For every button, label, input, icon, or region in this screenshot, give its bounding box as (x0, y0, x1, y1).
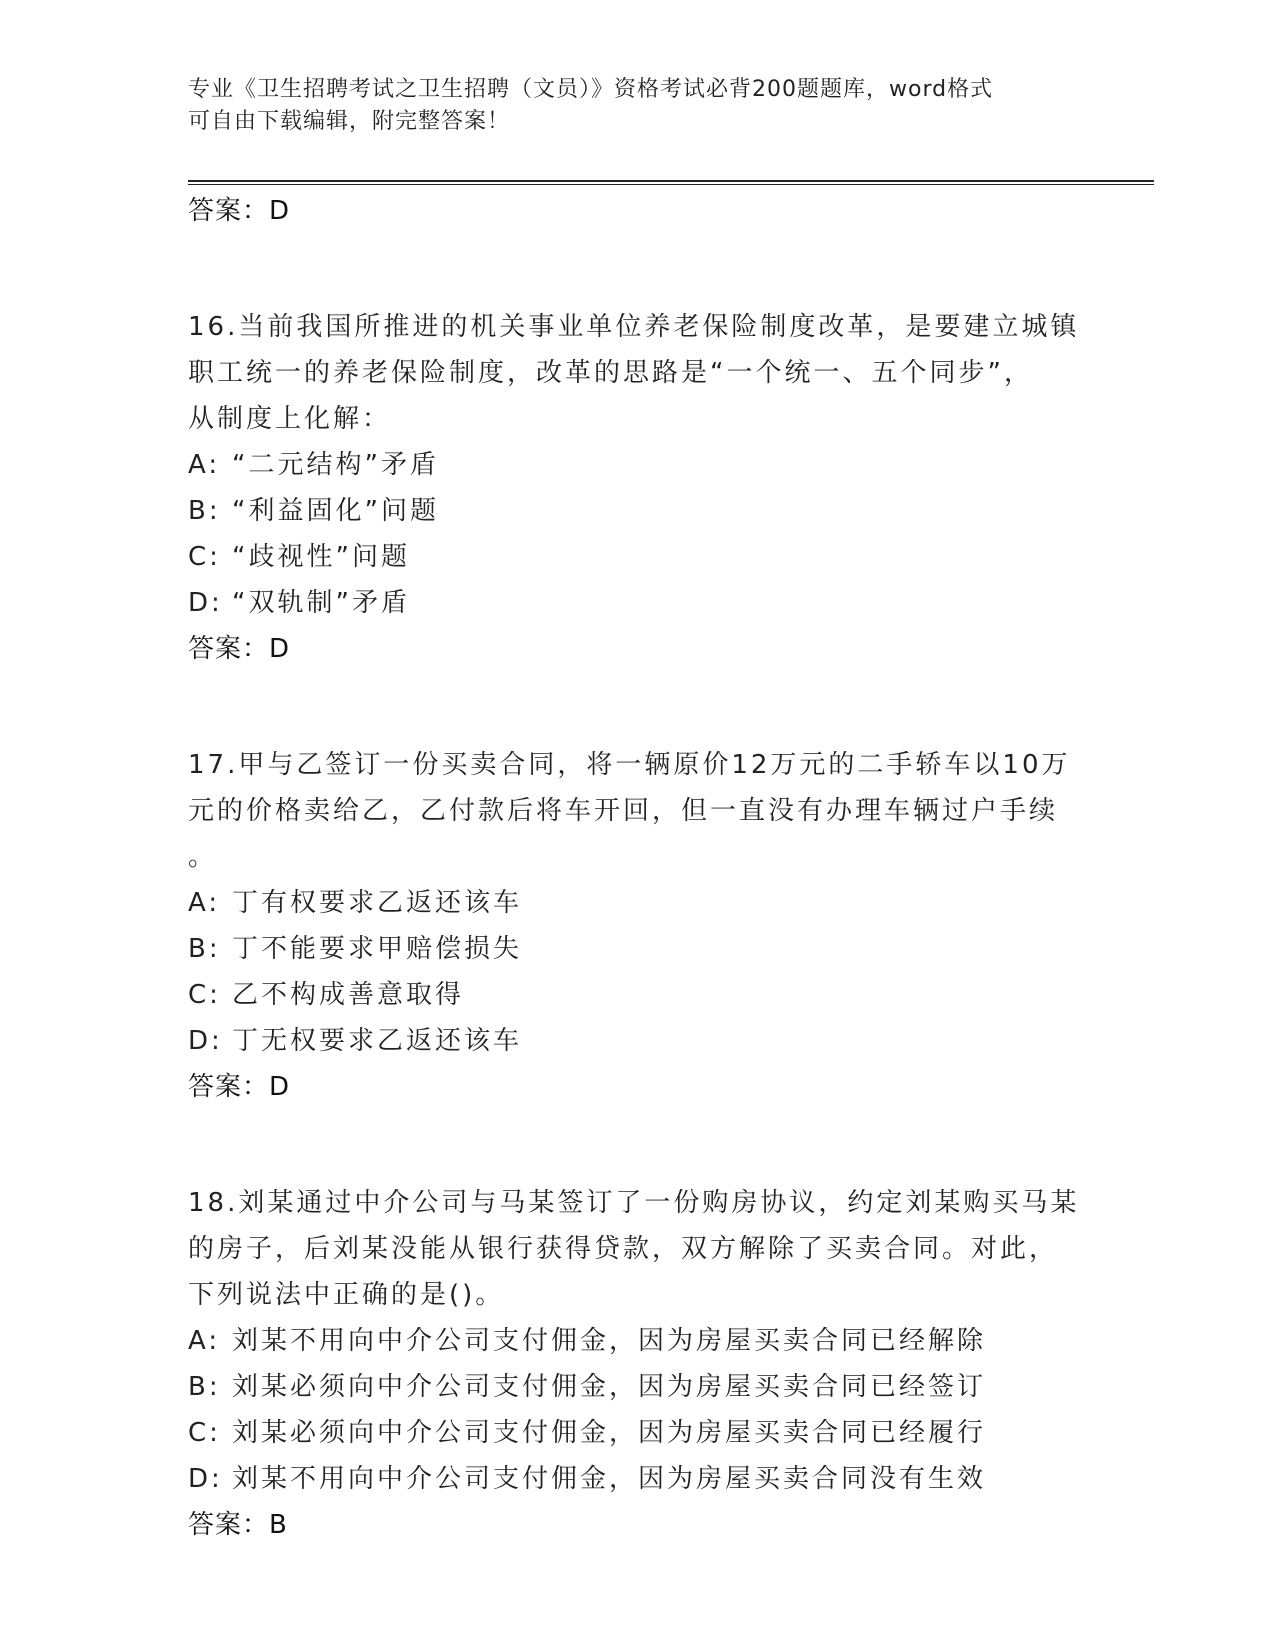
option-text: 刘某必须向中介公司支付佣金，因为房屋买卖合同已经履行 (232, 1418, 987, 1448)
question-text-line: 职工统一的养老保险制度，改革的思路是“一个统一、五个同步”， (188, 358, 1033, 388)
question-options (188, 442, 1088, 626)
header-line-1: 专业《卫生招聘考试之卫生招聘（文员）》资格考试必背200题题库，word格式 (188, 77, 994, 102)
option-d (188, 1456, 1088, 1502)
option-letter: A: (188, 450, 221, 480)
answer-value: D (269, 634, 291, 664)
question-options (188, 880, 1088, 1064)
header-divider-thin (188, 184, 1154, 185)
option-c (188, 972, 1088, 1018)
question-options (188, 1318, 1088, 1502)
answer-value: B (269, 1510, 288, 1540)
question-text-line: 的房子，后刘某没能从银行获得贷款，双方解除了买卖合同。对此， (188, 1234, 1059, 1264)
option-letter: D: (188, 1464, 223, 1494)
option-text: 乙不构成善意取得 (232, 980, 465, 1010)
option-text: 丁无权要求乙返还该车 (232, 1026, 523, 1056)
question-text (188, 304, 1088, 442)
option-text: 丁不能要求甲赔偿损失 (232, 934, 523, 964)
option-b (188, 488, 1088, 534)
option-a (188, 1318, 1088, 1364)
option-letter: B: (188, 1372, 221, 1402)
question-text-line: 从制度上化解： (188, 404, 392, 434)
option-letter: D: (188, 1026, 223, 1056)
option-a (188, 442, 1088, 488)
option-text: 刘某必须向中介公司支付佣金，因为房屋买卖合同已经签订 (232, 1372, 987, 1402)
spacer (188, 672, 1088, 742)
spacer (188, 1110, 1088, 1180)
option-b (188, 926, 1088, 972)
question-text-line: 18.刘某通过中介公司与马某签订了一份购房协议，约定刘某购买马某 (188, 1188, 1080, 1218)
page-header (188, 74, 1088, 138)
option-letter: B: (188, 496, 221, 526)
question-text-line: 。 (188, 842, 218, 872)
option-text: “利益固化”问题 (232, 496, 439, 526)
question-text-line: 下列说法中正确的是()。 (188, 1280, 505, 1310)
option-text: 刘某不用向中介公司支付佣金，因为房屋买卖合同已经解除 (232, 1326, 987, 1356)
question-16 (188, 304, 1088, 672)
option-letter: A: (188, 1326, 221, 1356)
option-a (188, 880, 1088, 926)
answer-label: 答案： (188, 634, 270, 664)
header-line-2: 可自由下载编辑，附完整答案！ (188, 109, 511, 134)
option-letter: B: (188, 934, 221, 964)
option-d (188, 580, 1088, 626)
answer-line (188, 1064, 1088, 1110)
option-letter: A: (188, 888, 221, 918)
question-text (188, 1180, 1088, 1318)
option-letter: D: (188, 588, 223, 618)
option-letter: C: (188, 980, 221, 1010)
option-c (188, 1410, 1088, 1456)
option-letter: C: (188, 1418, 221, 1448)
question-18 (188, 1180, 1088, 1548)
option-letter: C: (188, 542, 221, 572)
question-17 (188, 742, 1088, 1110)
document-body (188, 188, 1088, 1548)
answer-value: D (269, 196, 291, 226)
option-c (188, 534, 1088, 580)
question-text-line: 17.甲与乙签订一份买卖合同，将一辆原价12万元的二手轿车以10万 (188, 750, 1071, 780)
answer-label: 答案： (188, 1510, 270, 1540)
answer-label: 答案： (188, 1072, 270, 1102)
option-text: 刘某不用向中介公司支付佣金，因为房屋买卖合同没有生效 (232, 1464, 987, 1494)
option-b (188, 1364, 1088, 1410)
answer-value: D (269, 1072, 291, 1102)
option-text: “歧视性”问题 (232, 542, 410, 572)
question-text-line: 16.当前我国所推进的机关事业单位养老保险制度改革，是要建立城镇 (188, 312, 1080, 342)
question-text (188, 742, 1088, 880)
option-text: “双轨制”矛盾 (232, 588, 410, 618)
answer-line (188, 188, 1088, 234)
option-d (188, 1018, 1088, 1064)
answer-line (188, 1502, 1088, 1548)
option-text: 丁有权要求乙返还该车 (232, 888, 523, 918)
header-divider-thick (188, 180, 1154, 182)
answer-line (188, 626, 1088, 672)
question-text-line: 元的价格卖给乙，乙付款后将车开回，但一直没有办理车辆过户手续 (188, 796, 1059, 826)
answer-label: 答案： (188, 196, 270, 226)
option-text: “二元结构”矛盾 (232, 450, 439, 480)
spacer (188, 234, 1088, 304)
